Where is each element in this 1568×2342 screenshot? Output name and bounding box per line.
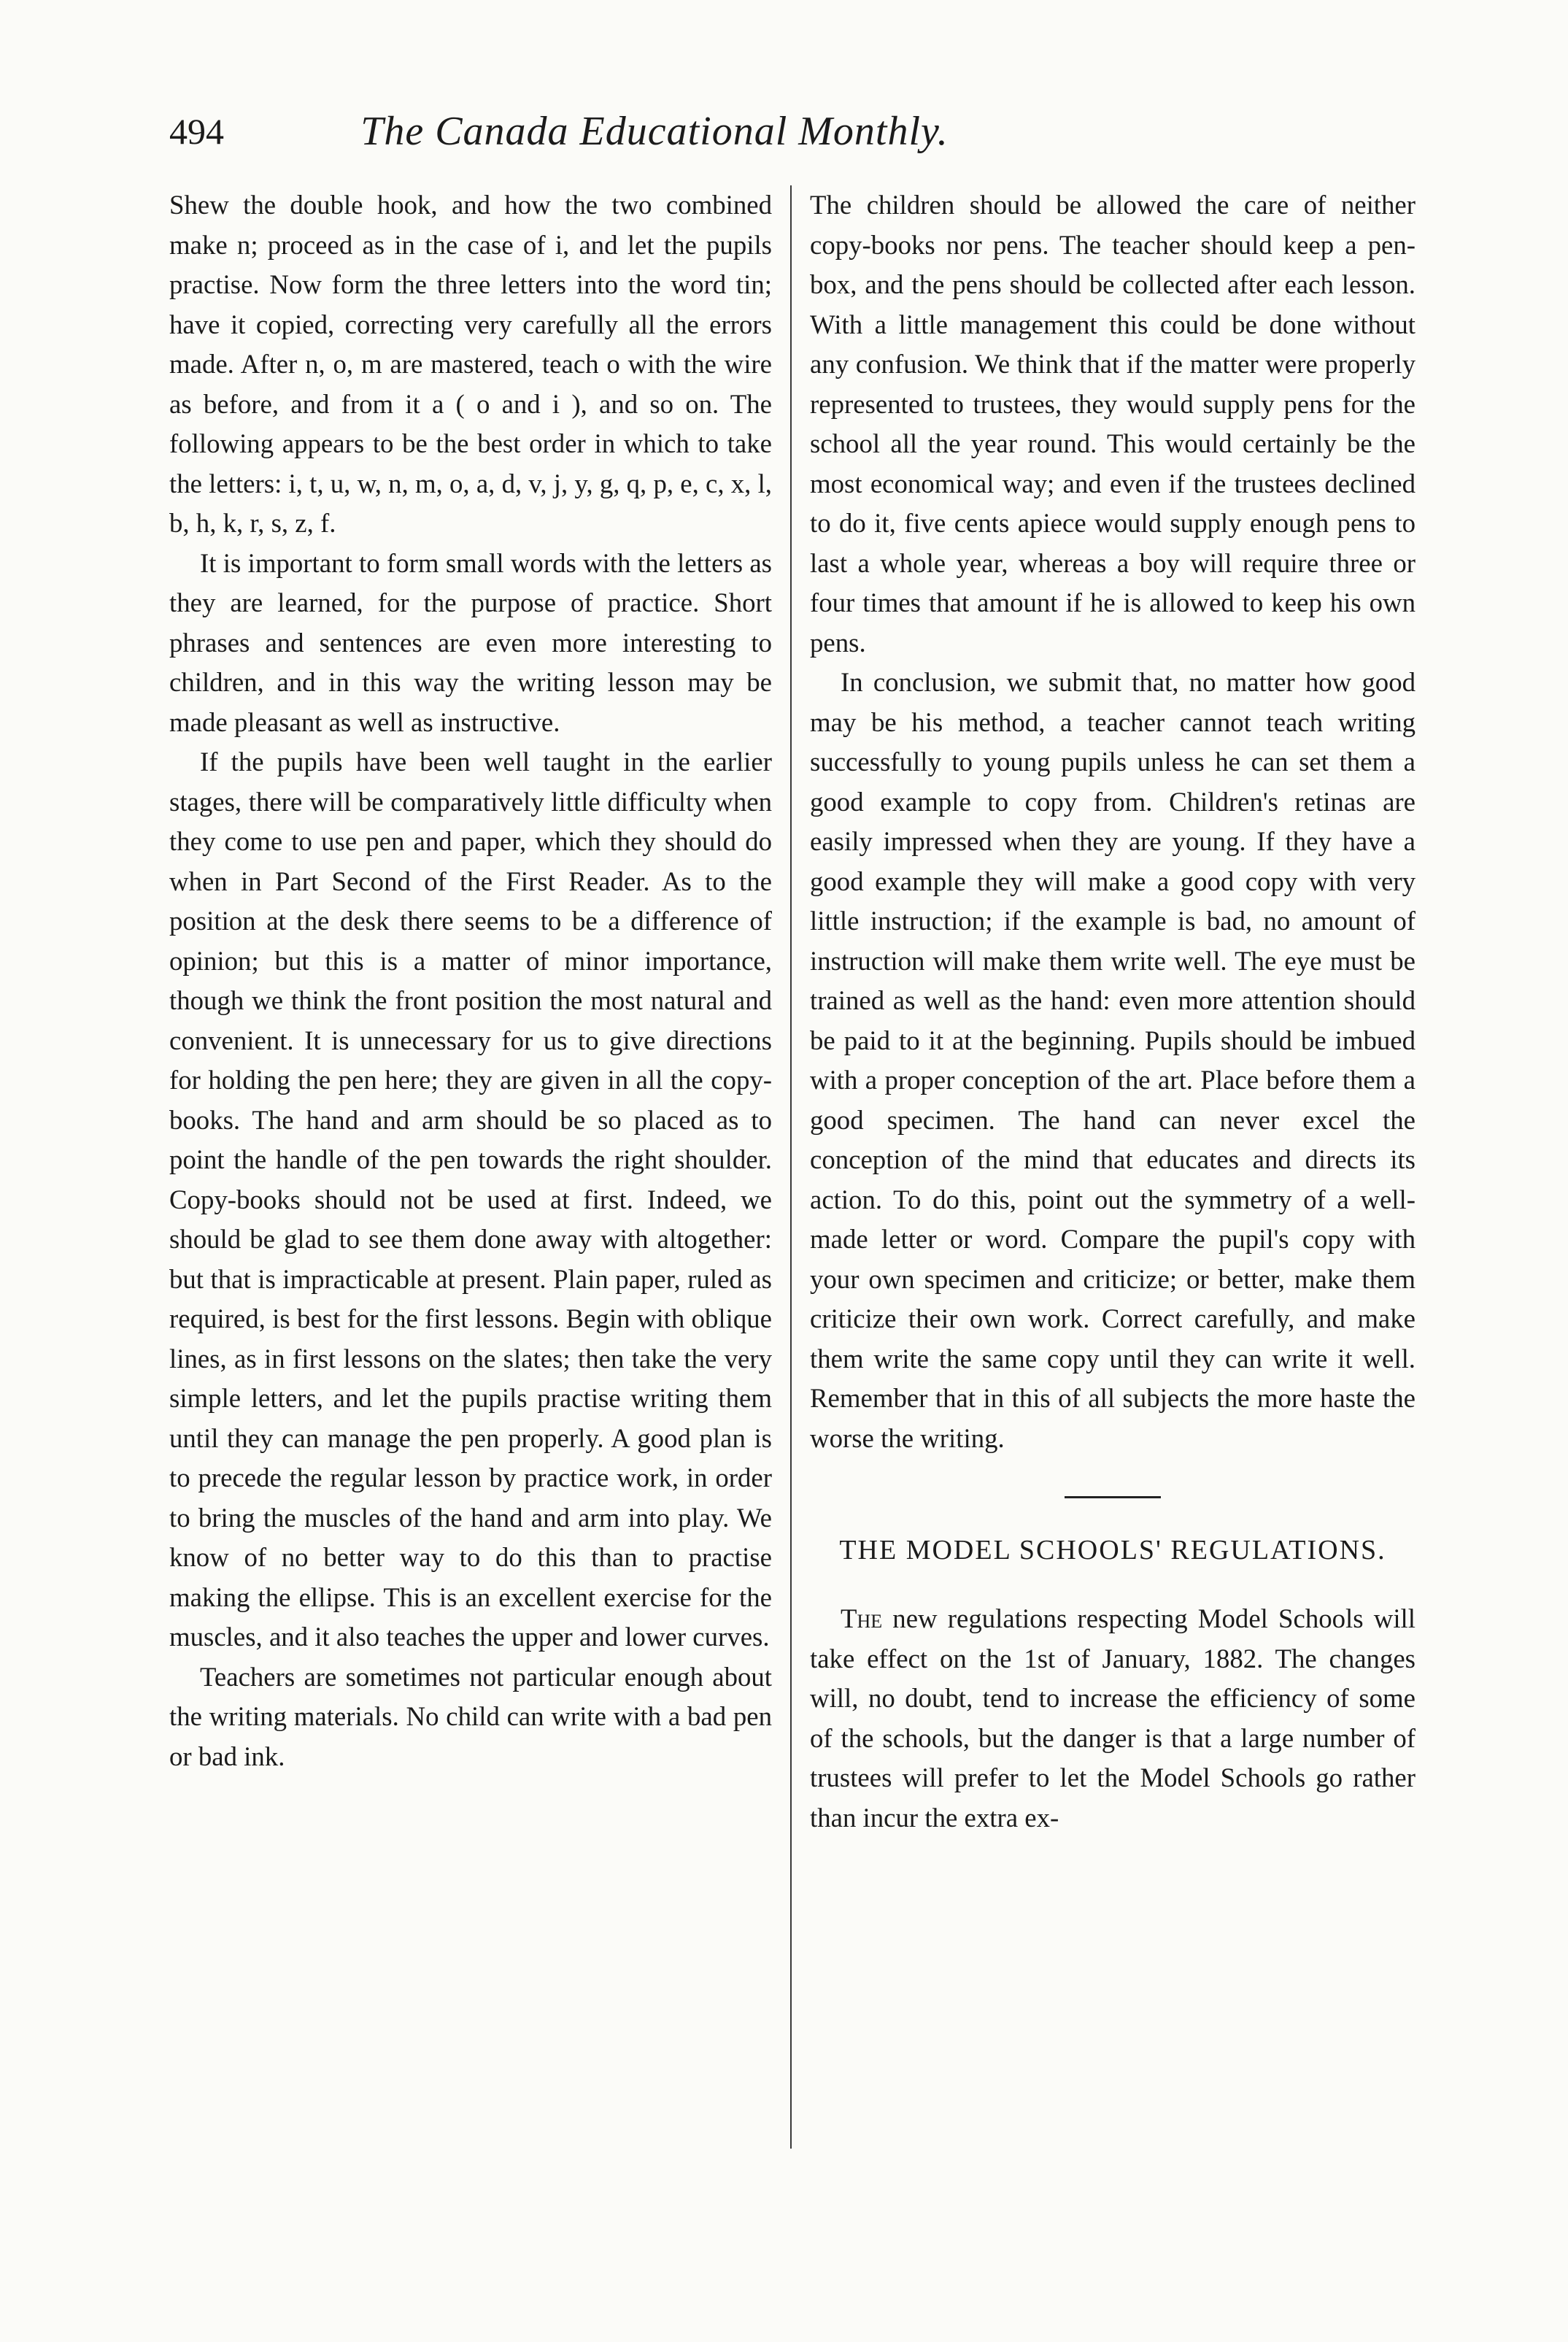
paragraph: Shew the double hook, and how the two combined make n; proceed as in the case of i, and let the pupils practise. Now form the three letters into the word tin; have it copied, correcting very carefully all the errors made. After n, o, m are mastered, teach o with the wire as before, and from it a ( o and i ), and so on. The following appears to be the best order in which to take the letters: i, t, u, w, n, m, o, a, d, v, j, y, g, q, p, e, c, x, l, b, h, k, r, s, z, f. — [169, 190, 772, 538]
paragraph: In conclusion, we submit that, no matter how good may be his method, a teacher cannot teach writing successfully to young pupils unless he can set them a good example to copy from. Children's retinas are easily impressed when they are young. If they have a good example they will make a good copy with very little instruction; if the example is bad, no amount of instruction will make them write well. The eye must be trained as well as the hand: even more attention should be paid to it at the beginning. Pupils should be imbued with a proper conception of the art. Place before them a good specimen. The hand can never excel the conception of the mind that educates and directs its action. To do this, point out the symmetry of a well-made letter or word. Compare the pupil's copy with your own specimen and criticize; or better, make them criticize their own work. Correct carefully, and make them write the same copy until they can write it well. Remember that in this of all subjects the more haste the worse the writing. — [810, 667, 1416, 1453]
paragraph: Teachers are sometimes not particular enough about the writing materials. No child can write with a bad pen or bad ink. — [169, 1661, 772, 1771]
paragraph: If the pupils have been well taught in the earlier stages, there will be comparatively little difficulty when they come to use pen and paper, which they should do when in Part Second of the First Reader. As to the position at the desk there seems to be a difference of opinion; but this is a matter of minor importance, though we think the front position the most natural and convenient. It is unnecessary for us to give directions for holding the pen here; they are given in all the copy-books. The hand and arm should be so placed as to point the handle of the pen towards the right shoulder. Copy-books should not be used at first. Indeed, we should be glad to see them done away with altogether: but that is impracticable at present. Plain paper, ruled as required, is best for the first lessons. Begin with oblique lines, as in first lessons on the slates; then take the very simple letters, and let the pupils practise writing them until they can manage the pen properly. A good plan is to precede the regular lesson by practice work, in order to bring the muscles of the hand and arm into play. We know of no better way to do this than to practise making the ellipse. This is an excellent exercise for the muscles, and it also teaches the upper and lower curves. — [169, 747, 772, 1652]
page-number: 494 — [169, 111, 224, 152]
column-divider — [790, 185, 792, 2149]
section-paragraph — [810, 1599, 1416, 1838]
paragraph: The children should be allowed the care of neither copy-books nor pens. The teacher should keep a pen-box, and the pens should be collected after each lesson. With a little management this could be done without any confusion. We think that if the matter were properly represented to trustees, they would supply pens for the school all the year round. This would certainly be the most economical way; and even if the trustees declined to do it, five cents apiece would supply enough pens to last a whole year, whereas a boy will require three or four times that amount if he is allowed to keep his own pens. — [810, 190, 1416, 658]
section-separator — [1065, 1496, 1161, 1498]
paragraph: It is important to form small words with the letters as they are learned, for the purpose of practice. Short phrases and sentences are even more interesting to children, and in this way the writing lesson may be made pleasant as well as instructive. — [169, 547, 772, 737]
left-column — [169, 185, 772, 1776]
page-header — [169, 102, 1140, 161]
section-first-word: The — [841, 1603, 883, 1633]
running-title: The Canada Educational Monthly. — [360, 109, 949, 154]
section-paragraph-text: new regulations respecting Model Schools will take effect on the 1st of January, 1882. The changes will, no doubt, tend to increase the efficiency of some of the schools, but the danger is that a large number of trustees will prefer to let the Model Schools go rather than incur the extra ex- — [810, 1603, 1416, 1833]
right-column — [810, 185, 1416, 1838]
section-heading: THE MODEL SCHOOLS' REGULATIONS. — [839, 1535, 1386, 1565]
